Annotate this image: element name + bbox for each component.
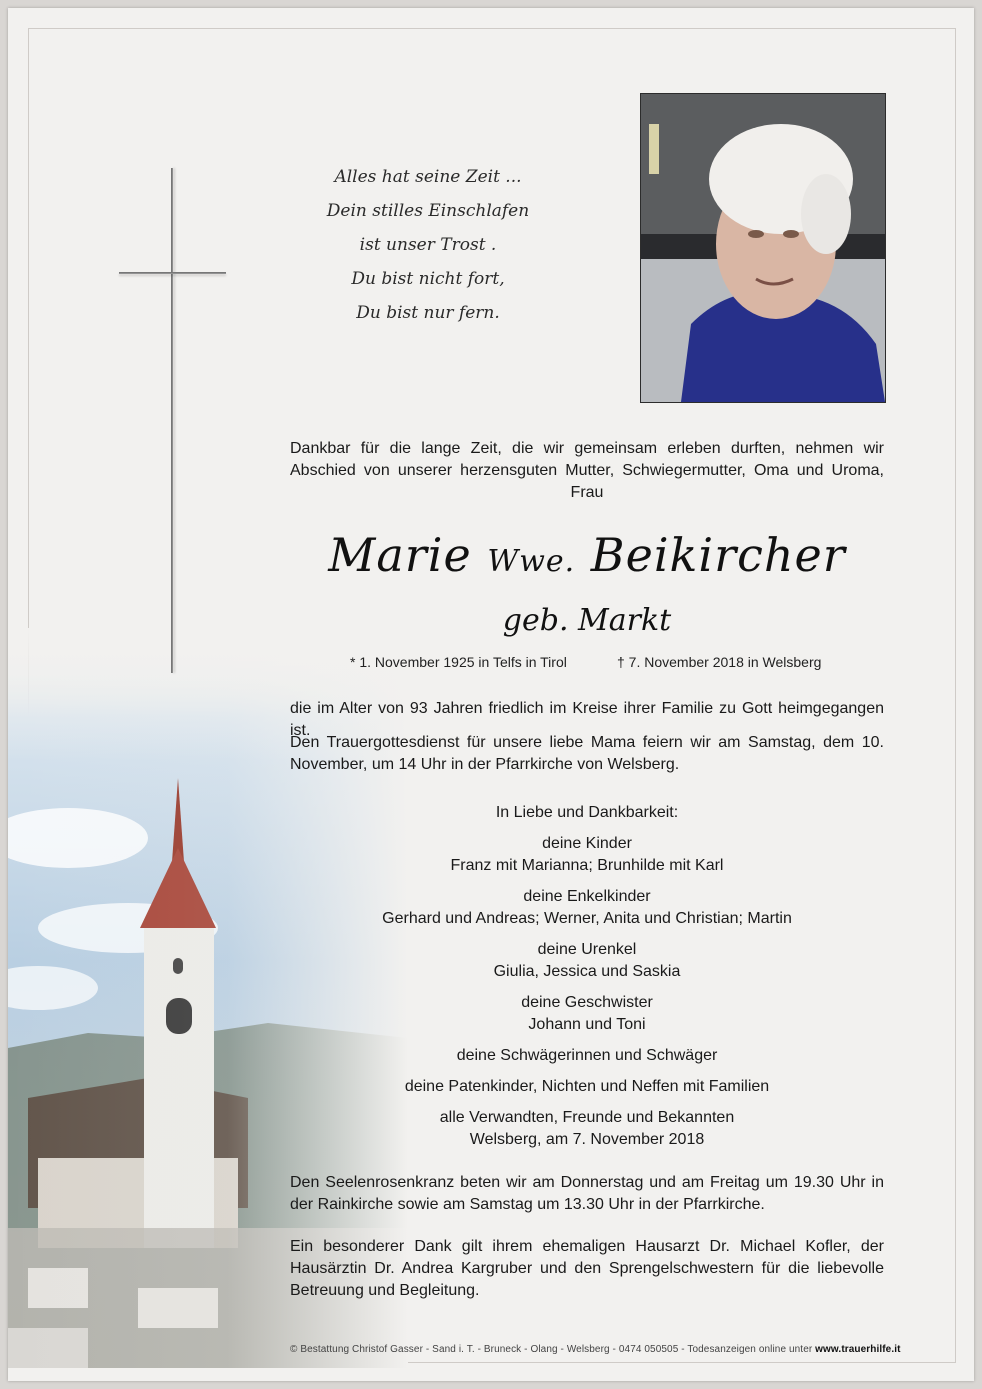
family-list — [290, 802, 884, 1129]
verse-line: Du bist nur fern. — [356, 303, 500, 323]
relation-line: alle Verwandten, Freunde und Bekannten — [439, 1109, 735, 1126]
relation-names: Franz mit Marianna; Brunhilde mit Karl — [450, 857, 724, 874]
relation-label: deine Enkelkinder — [523, 888, 651, 905]
portrait-photo — [640, 93, 886, 403]
relation-line: deine Schwägerinnen und Schwäger — [456, 1047, 718, 1064]
widow-title: Wwe. — [487, 544, 576, 579]
age-text: die im Alter von 93 Jahren friedlich im Kreise ihrer Familie zu Gott heimgegangen ist. — [290, 700, 884, 739]
relation-names: Giulia, Jessica und Saskia — [493, 963, 681, 980]
deceased-name — [290, 528, 884, 582]
obituary-sheet — [8, 8, 974, 1381]
verse-line: ist unser Trost . — [359, 235, 497, 255]
maiden-name: geb. Markt — [502, 603, 672, 638]
footer-link[interactable]: www.trauerhilfe.it — [815, 1344, 901, 1355]
thanks-text: Ein besonderer Dank gilt ihrem ehemaligen Hausarzt Dr. Michael Kofler, der Hausärztin Dr. Andrea Kargruber und den Sprengelschwestern für die liebevolle Betreuung und Begleitung. — [290, 1238, 884, 1299]
birth-date: * 1. November 1925 in Telfs in Tirol — [350, 654, 567, 670]
verse-block — [303, 160, 553, 330]
relation-label: deine Kinder — [542, 835, 632, 852]
intro-text: Dankbar für die lange Zeit, die wir gemeinsam erleben durften, nehmen wir Abschied von unserer herzensguten Mutter, Schwiegermutter, Oma und Uroma, Frau — [290, 440, 884, 501]
first-name: Marie — [328, 528, 472, 582]
service-text: Den Trauergottesdienst für unsere liebe Mama feiern wir am Samstag, dem 10. November, um 14 Uhr in der Pfarrkirche von Welsberg. — [290, 734, 884, 773]
footer-text: © Bestattung Christof Gasser - Sand i. T. - Bruneck - Olang - Welsberg - 0474 050505 - Todesanzeigen online unter — [290, 1344, 813, 1355]
footer — [290, 1344, 942, 1355]
cross-vertical-bar — [171, 168, 173, 673]
death-date: † 7. November 2018 in Welsberg — [617, 654, 822, 670]
verse-line: Dein stilles Einschlafen — [326, 201, 530, 221]
relation-label: deine Geschwister — [521, 994, 653, 1011]
place-date: Welsberg, am 7. November 2018 — [469, 1131, 705, 1148]
relation-names: Johann und Toni — [528, 1016, 646, 1033]
relation-names: Gerhard und Andreas; Werner, Anita und Christian; Martin — [382, 910, 792, 927]
relation-line: deine Patenkinder, Nichten und Neffen mit Familien — [404, 1078, 770, 1095]
relation-label: deine Urenkel — [537, 941, 637, 958]
verse-line: Du bist nicht fort, — [351, 269, 505, 289]
family-heading: In Liebe und Dankbarkeit: — [495, 804, 679, 821]
rosary-text: Den Seelenrosenkranz beten wir am Donnerstag und am Freitag um 19.30 Uhr in der Rainkirche sowie am Samstag um 13.30 Uhr in der Pfarrkirche. — [290, 1174, 884, 1213]
surname: Beikircher — [590, 528, 846, 582]
verse-line: Alles hat seine Zeit ... — [334, 167, 522, 187]
cross-horizontal-bar — [119, 272, 226, 274]
